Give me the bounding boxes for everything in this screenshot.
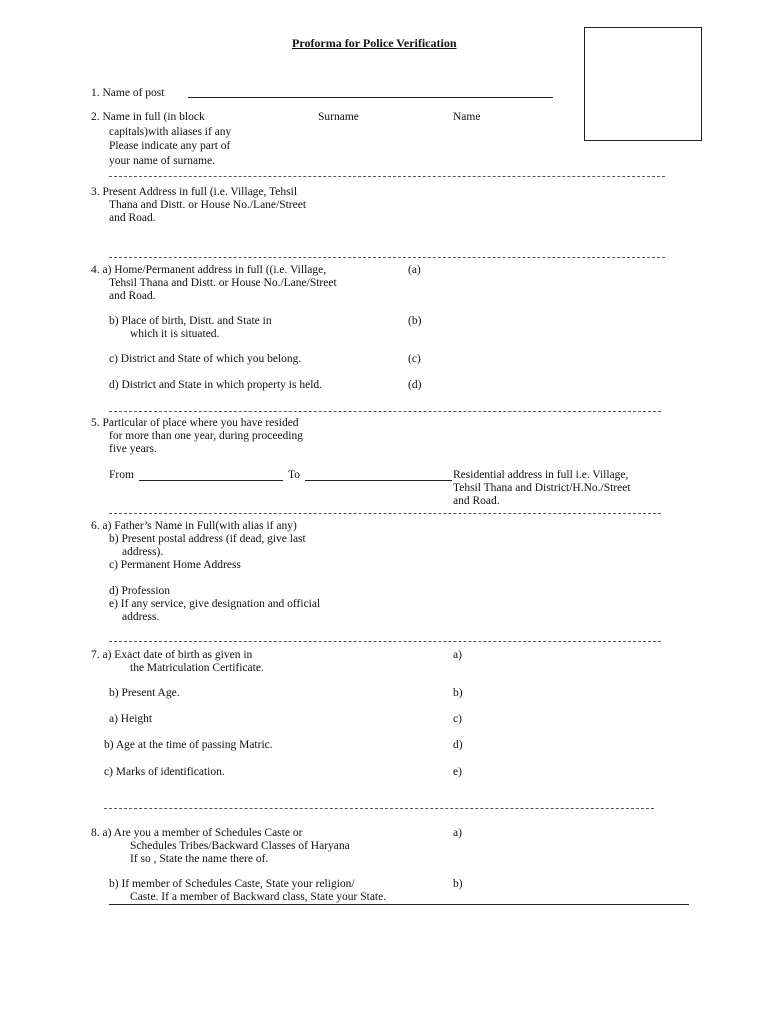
surname-column-label: Surname xyxy=(318,111,359,123)
q3-line-3: and Road. xyxy=(109,212,156,224)
divider xyxy=(109,257,665,258)
q6c-text: c) Permanent Home Address xyxy=(109,559,241,571)
to-label: To xyxy=(288,469,300,481)
name-column-label: Name xyxy=(453,111,481,123)
q6e-line-2: address. xyxy=(122,611,160,623)
page-title: Proforma for Police Verification xyxy=(292,36,457,50)
q7b-text: b) Present Age. xyxy=(109,687,180,699)
divider xyxy=(104,808,654,809)
q8b-line-1: b) If member of Schedules Caste, State your religion/ xyxy=(109,878,355,890)
divider xyxy=(109,513,661,514)
q7e-answer-tag: e) xyxy=(453,766,462,778)
q7c-answer-tag: c) xyxy=(453,713,462,725)
q3-line-1: 3. Present Address in full (i.e. Village, Tehsil xyxy=(91,186,298,198)
q7a-line-1: 7. a) Exact date of birth as given in xyxy=(91,649,253,661)
q4a-line-1: 4. a) Home/Permanent address in full ((i.e. Village, xyxy=(91,264,327,276)
from-label: From xyxy=(109,469,134,481)
to-line[interactable] xyxy=(305,480,452,481)
q4a-answer-tag: (a) xyxy=(408,264,421,276)
q4b-answer-tag: (b) xyxy=(408,315,422,327)
q4b-line-2: which it is situated. xyxy=(130,328,220,340)
q4a-line-2: Tehsil Thana and Distt. or House No./Lane/Street xyxy=(109,277,337,289)
q2-label-line-3: Please indicate any part of xyxy=(109,140,231,152)
q7a-line-2: the Matriculation Certificate. xyxy=(130,662,264,674)
divider xyxy=(109,176,665,177)
q7b-answer-tag: b) xyxy=(453,687,463,699)
q1-label: 1. Name of post xyxy=(91,87,165,99)
q5-line-3: five years. xyxy=(109,443,157,455)
q3-line-2: Thana and Distt. or House No./Lane/Street xyxy=(109,199,307,211)
residential-line-3: and Road. xyxy=(453,495,500,507)
q1-name-of-post-line[interactable] xyxy=(188,97,553,98)
from-line[interactable] xyxy=(139,480,283,481)
q6d-text: d) Profession xyxy=(109,585,171,597)
q4c-text: c) District and State of which you belong. xyxy=(109,353,302,365)
q2-label-line-4: your name of surname. xyxy=(109,155,216,167)
q8a-line-2: Schedules Tribes/Backward Classes of Haryana xyxy=(130,840,350,852)
q7d-text: b) Age at the time of passing Matric. xyxy=(104,739,273,751)
q7a-answer-tag: a) xyxy=(453,649,462,661)
q4c-answer-tag: (c) xyxy=(408,353,421,365)
q5-line-1: 5. Particular of place where you have resided xyxy=(91,417,299,429)
q4d-answer-tag: (d) xyxy=(408,379,422,391)
residential-line-1: Residential address in full i.e. Village, xyxy=(453,469,629,481)
q8a-line-3: If so , State the name there of. xyxy=(130,853,269,865)
residential-line-2: Tehsil Thana and District/H.No./Street xyxy=(453,482,631,494)
q4a-line-3: and Road. xyxy=(109,290,156,302)
q2-label-line-1: 2. Name in full (in block xyxy=(91,111,205,123)
q8b-answer-tag: b) xyxy=(453,878,463,890)
divider xyxy=(109,641,661,642)
q8b-line-2: Caste. If a member of Backward class, State your State. xyxy=(130,891,387,903)
q6b-line-2: address). xyxy=(122,546,164,558)
q8a-answer-tag: a) xyxy=(453,827,462,839)
q6a-text: 6. a) Father’s Name in Full(with alias if any) xyxy=(91,520,297,532)
q6e-line-1: e) If any service, give designation and official xyxy=(109,598,321,610)
q7c-text: a) Height xyxy=(109,713,153,725)
q4b-line-1: b) Place of birth, Distt. and State in xyxy=(109,315,272,327)
q7e-text: c) Marks of identification. xyxy=(104,766,225,778)
q7d-answer-tag: d) xyxy=(453,739,463,751)
q2-label-line-2: capitals)with aliases if any xyxy=(109,126,232,138)
q6b-line-1: b) Present postal address (if dead, give last xyxy=(109,533,306,545)
divider xyxy=(109,411,661,412)
q8a-line-1: 8. a) Are you a member of Schedules Caste or xyxy=(91,827,303,839)
q4d-text: d) District and State in which property is held. xyxy=(109,379,323,391)
q5-line-2: for more than one year, during proceeding xyxy=(109,430,304,442)
photo-box xyxy=(584,27,702,141)
bottom-rule xyxy=(109,904,689,905)
